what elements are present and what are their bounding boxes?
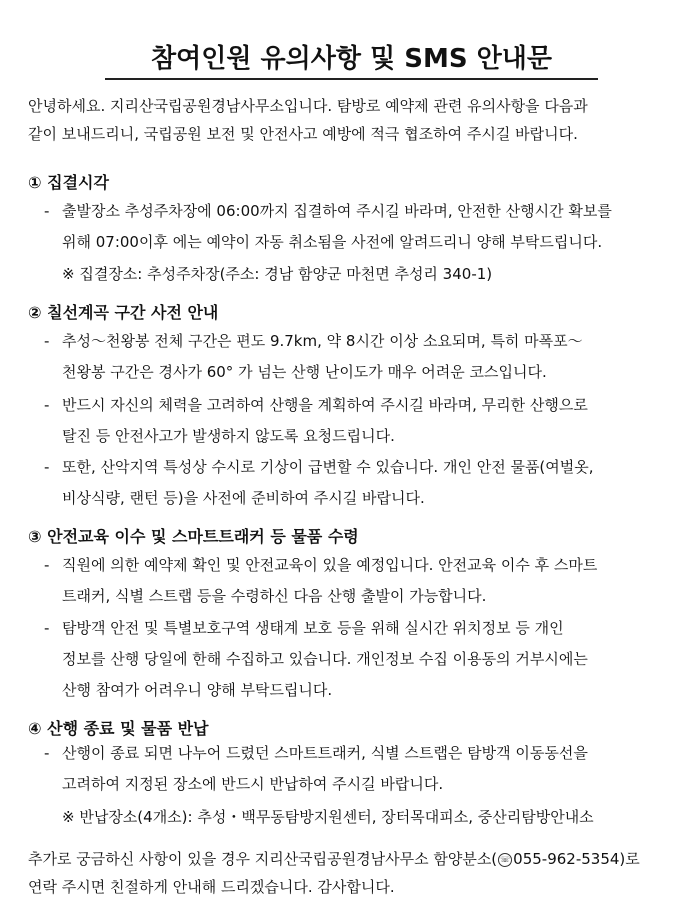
- list-item: [44, 550, 684, 612]
- list-item: [44, 196, 684, 258]
- closing-line-1: [28, 845, 678, 873]
- phone-number: 055-962-5354)로: [513, 850, 640, 868]
- item-line: 산행 참여가 어려우니 양해 부탁드립니다.: [62, 681, 333, 699]
- item-line: 직원에 의한 예약제 확인 및 안전교육이 있을 예정입니다. 안전교육 이수 후 스마트: [62, 556, 598, 574]
- gathering-place-note: ※ 집결장소: 추성주차장(주소: 경남 함양군 마천면 추성리 340-1): [62, 265, 493, 283]
- bullet-dash: -: [44, 619, 50, 637]
- closing-paragraph: [28, 845, 678, 901]
- section-heading-2: ② 칠선계곡 구간 사전 안내: [28, 303, 219, 322]
- intro-line: 안녕하세요. 지리산국립공원경남사무소입니다. 탐방로 예약제 관련 유의사항을 다음과: [28, 97, 588, 115]
- section-heading-4: ④ 산행 종료 및 물품 반납: [28, 719, 209, 738]
- phone-icon: ☏: [498, 853, 512, 867]
- item-line: 또한, 산악지역 특성상 수시로 기상이 급변할 수 있습니다. 개인 안전 물품(여벌옷,: [62, 458, 594, 476]
- bullet-dash: -: [44, 396, 50, 414]
- item-line: 탐방객 안전 및 특별보호구역 생태계 보호 등을 위해 실시간 위치정보 등 개인: [62, 619, 564, 637]
- item-line: 출발장소 추성주차장에 06:00까지 집결하여 주시길 바라며, 안전한 산행시간 확보를: [62, 202, 612, 220]
- item-line: 추성～천왕봉 전체 구간은 편도 9.7km, 약 8시간 이상 소요되며, 특히 마폭포～: [62, 332, 583, 350]
- intro-paragraph: [28, 92, 678, 148]
- bullet-dash: -: [44, 744, 50, 762]
- item-line: 탈진 등 안전사고가 발생하지 않도록 요청드립니다.: [62, 427, 395, 445]
- list-item: [44, 452, 684, 514]
- closing-line-2: 연락 주시면 친절하게 안내해 드리겠습니다. 감사합니다.: [28, 878, 395, 896]
- item-line: 비상식량, 랜턴 등)을 사전에 준비하여 주시길 바랍니다.: [62, 489, 425, 507]
- intro-line: 같이 보내드리니, 국립공원 보전 및 안전사고 예방에 적극 협조하여 주시길 바랍니다.: [28, 125, 578, 143]
- item-line: 위해 07:00이후 에는 예약이 자동 취소됨을 사전에 알려드리니 양해 부탁드립니다.: [62, 233, 603, 251]
- item-line: 정보를 산행 당일에 한해 수집하고 있습니다. 개인정보 수집 이용동의 거부시에는: [62, 650, 588, 668]
- title-underline: [105, 78, 598, 80]
- list-item: [44, 326, 684, 388]
- return-place-note: ※ 반납장소(4개소): 추성・백무동탐방지원센터, 장터목대피소, 중산리탐방안내소: [62, 808, 594, 826]
- document-title: 참여인원 유의사항 및 SMS 안내문: [151, 44, 552, 74]
- list-item: [44, 613, 684, 706]
- list-item: [44, 738, 684, 800]
- bullet-dash: -: [44, 332, 50, 350]
- list-item: [44, 390, 684, 452]
- section-heading-1: ① 집결시각: [28, 173, 109, 192]
- item-line: 반드시 자신의 체력을 고려하여 산행을 계획하여 주시길 바라며, 무리한 산행으로: [62, 396, 588, 414]
- item-line: 산행이 종료 되면 나누어 드렸던 스마트트래커, 식별 스트랩은 탐방객 이동동선을: [62, 744, 588, 762]
- item-line: 트래커, 식별 스트랩 등을 수령하신 다음 산행 출발이 가능합니다.: [62, 587, 487, 605]
- bullet-dash: -: [44, 458, 50, 476]
- item-line: 고려하여 지정된 장소에 반드시 반납하여 주시길 바랍니다.: [62, 775, 444, 793]
- item-line: 천왕봉 구간은 경사가 60° 가 넘는 산행 난이도가 매우 어려운 코스입니다.: [62, 363, 547, 381]
- bullet-dash: -: [44, 556, 50, 574]
- bullet-dash: -: [44, 202, 50, 220]
- section-heading-3: ③ 안전교육 이수 및 스마트트래커 등 물품 수령: [28, 527, 359, 546]
- closing-text: 추가로 궁금하신 사항이 있을 경우 지리산국립공원경남사무소 함양분소(: [28, 850, 498, 868]
